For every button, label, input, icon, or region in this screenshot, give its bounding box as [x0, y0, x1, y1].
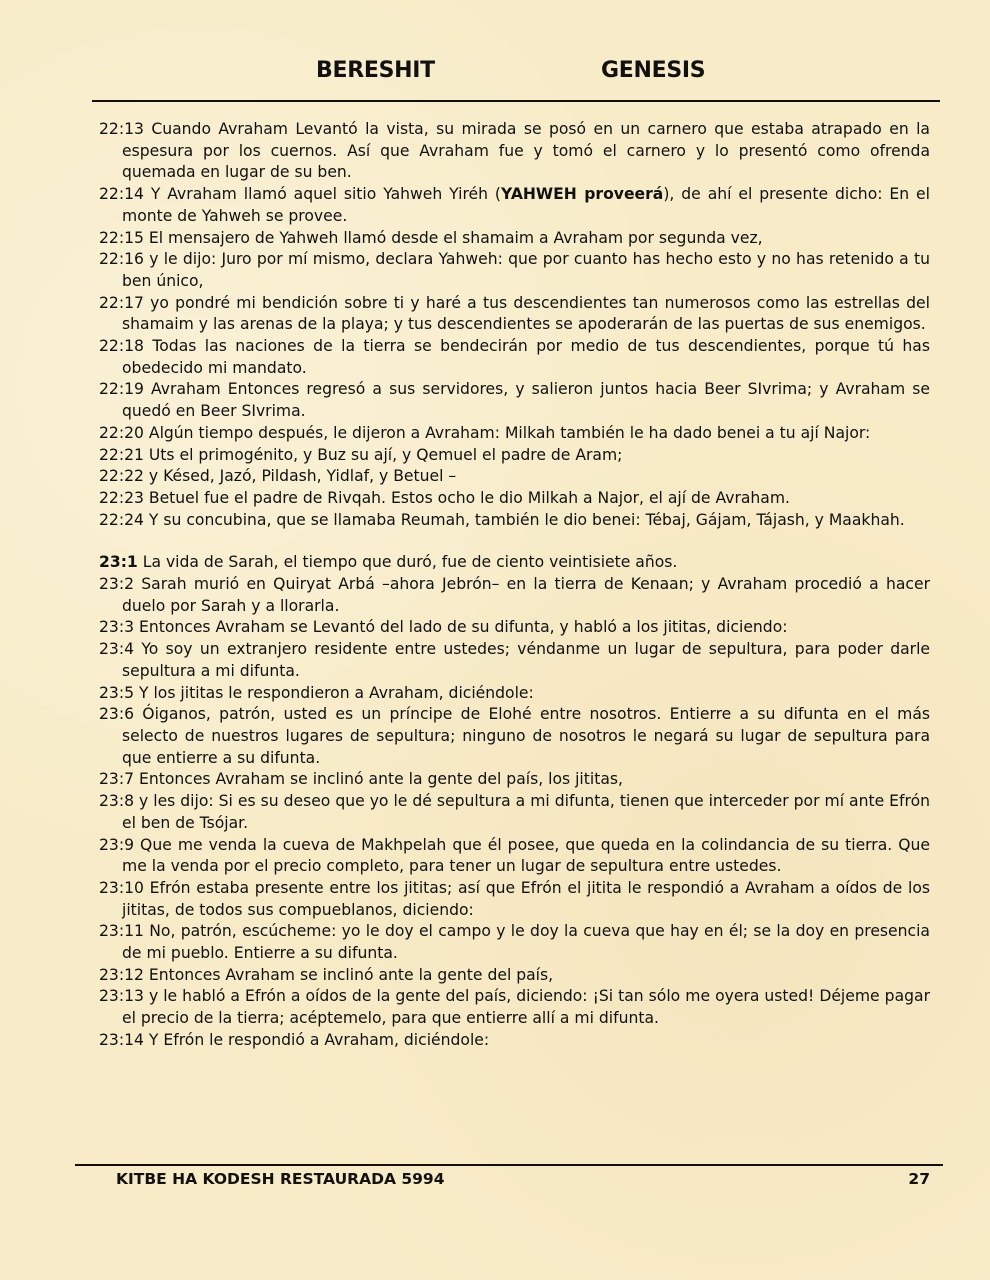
- verse-23-1-number: 23:1: [99, 553, 138, 572]
- verse-23-12: 23:12 Entonces Avraham se inclinó ante la gente del país,: [99, 965, 554, 984]
- verse-22-20: 22:20 Algún tiempo después, le dijeron a Avraham: Milkah también le ha dado benei a tu ají Najor:: [99, 423, 871, 442]
- header-rule: [92, 100, 940, 102]
- verse-23-13: 23:13 y le habló a Efrón a oídos de la gente del país, diciendo: ¡Si tan sólo me oyera usted! Déjeme pagar el precio de la tierra; acéptemelo, para que entierre allí a mi difunta.: [99, 987, 930, 1028]
- verse-23-4: 23:4 Yo soy un extranjero residente entre ustedes; véndanme un lugar de sepultura, para poder darle sepultura a mi difunta.: [99, 640, 930, 680]
- verse-23-10: 23:10 Efrón estaba presente entre los jititas; así que Efrón el jitita le respondió a Avraham a oídos de los jititas, de todos sus compueblanos, diciendo:: [99, 878, 930, 919]
- footer-title: KITBE HA KODESH RESTAURADA 5994: [116, 1170, 445, 1188]
- verse-22-24: 22:24 Y su concubina, que se llamaba Reumah, también le dio benei: Tébaj, Gájam, Tájash, y Maakhah.: [99, 510, 905, 529]
- verse-22-18: 22:18 Todas las naciones de la tierra se bendecirán por medio de tus descendientes, porque tú has obedecido mi mandato.: [99, 337, 930, 377]
- verse-23-6: 23:6 Óiganos, patrón, usted es un príncipe de Elohé entre nosotros. Entierre a su difunta en el más selecto de nuestros lugares de sepultura; ninguno de nosotros le negará su lugar de sepultura para que entierre a su difunta.: [99, 705, 930, 767]
- verse-22-16: 22:16 y le dijo: Juro por mí mismo, declara Yahweh: que por cuanto has hecho esto y no has retenido a tu ben único,: [99, 250, 930, 290]
- verse-22-15: 22:15 El mensajero de Yahweh llamó desde el shamaim a Avraham por segunda vez,: [99, 228, 763, 247]
- verse-22-23: 22:23 Betuel fue el padre de Rivqah. Estos ocho le dio Milkah a Najor, el ají de Avraham.: [99, 488, 791, 507]
- verse-23-11: 23:11 No, patrón, escúcheme: yo le doy el campo y le doy la cueva que hay en él; se la doy en presencia de mi pueblo. Entierre a su difunta.: [99, 922, 930, 963]
- page-footer: [0, 1170, 990, 1194]
- page-header: [0, 58, 990, 90]
- verse-22-14: [99, 184, 930, 227]
- page-number: 27: [908, 1170, 930, 1188]
- verse-23-2: 23:2 Sarah murió en Quiryat Arbá –ahora Jebrón– en la tierra de Kenaan; y Avraham procedió a hacer duelo por Sarah y a llorarla.: [99, 575, 930, 615]
- header-book-spanish: GENESIS: [601, 58, 706, 83]
- chapter-gap: [99, 531, 930, 552]
- verse-22-13: 22:13 Cuando Avraham Levantó la vista, su mirada se posó en un carnero que estaba atrapado en la espesura por los cuernos. Así que Avraham fue y tomó el carnero y lo presentó como ofrenda quemada en lugar de su ben.: [99, 120, 930, 182]
- verse-22-17: 22:17 yo pondré mi bendición sobre ti y haré a tus descendientes tan numerosos como las estrellas del shamaim y las arenas de la playa; y tus descendientes se apoderarán de las puertas de sus enemigos.: [99, 293, 930, 334]
- verse-22-21: 22:21 Uts el primogénito, y Buz su ají, y Qemuel el padre de Aram;: [99, 445, 623, 464]
- verse-23-9: 23:9 Que me venda la cueva de Makhpelah que él posee, que queda en la colindancia de su tierra. Que me la venda por el precio completo, para tener un lugar de sepultura entre ustedes.: [99, 835, 930, 876]
- footer-rule: [75, 1164, 943, 1166]
- verse-23-8: 23:8 y les dijo: Si es su deseo que yo le dé sepultura a mi difunta, tienen que interceder por mí ante Efrón el ben de Tsójar.: [99, 792, 930, 832]
- verse-22-14-text-a: 22:14 Y Avraham llamó aquel sitio Yahweh Yiréh (: [99, 185, 502, 204]
- verse-22-14-emphasis: YAHWEH proveerá: [501, 185, 664, 204]
- verse-23-14: 23:14 Y Efrón le respondió a Avraham, diciéndole:: [99, 1030, 490, 1049]
- verse-23-3: 23:3 Entonces Avraham se Levantó del lado de su difunta, y habló a los jititas, diciendo:: [99, 618, 788, 637]
- verse-23-5: 23:5 Y los jititas le respondieron a Avraham, diciéndole:: [99, 683, 534, 702]
- verse-22-19: 22:19 Avraham Entonces regresó a sus servidores, y salieron juntos hacia Beer SIvrima; y Avraham se quedó en Beer SIvrima.: [99, 380, 930, 421]
- verse-22-22: 22:22 y Késed, Jazó, Pildash, Yidlaf, y Betuel –: [99, 467, 457, 486]
- verse-22-14-text-b: ), de ahí el presente dicho: En el monte de Yahweh se provee.: [122, 185, 930, 225]
- header-book-hebrew: BERESHIT: [316, 58, 435, 83]
- verse-23-1: [99, 552, 930, 574]
- scripture-text: [99, 119, 930, 1052]
- verse-23-1-text: La vida de Sarah, el tiempo que duró, fue de ciento veintisiete años.: [137, 553, 678, 572]
- verse-23-7: 23:7 Entonces Avraham se inclinó ante la gente del país, los jititas,: [99, 770, 623, 789]
